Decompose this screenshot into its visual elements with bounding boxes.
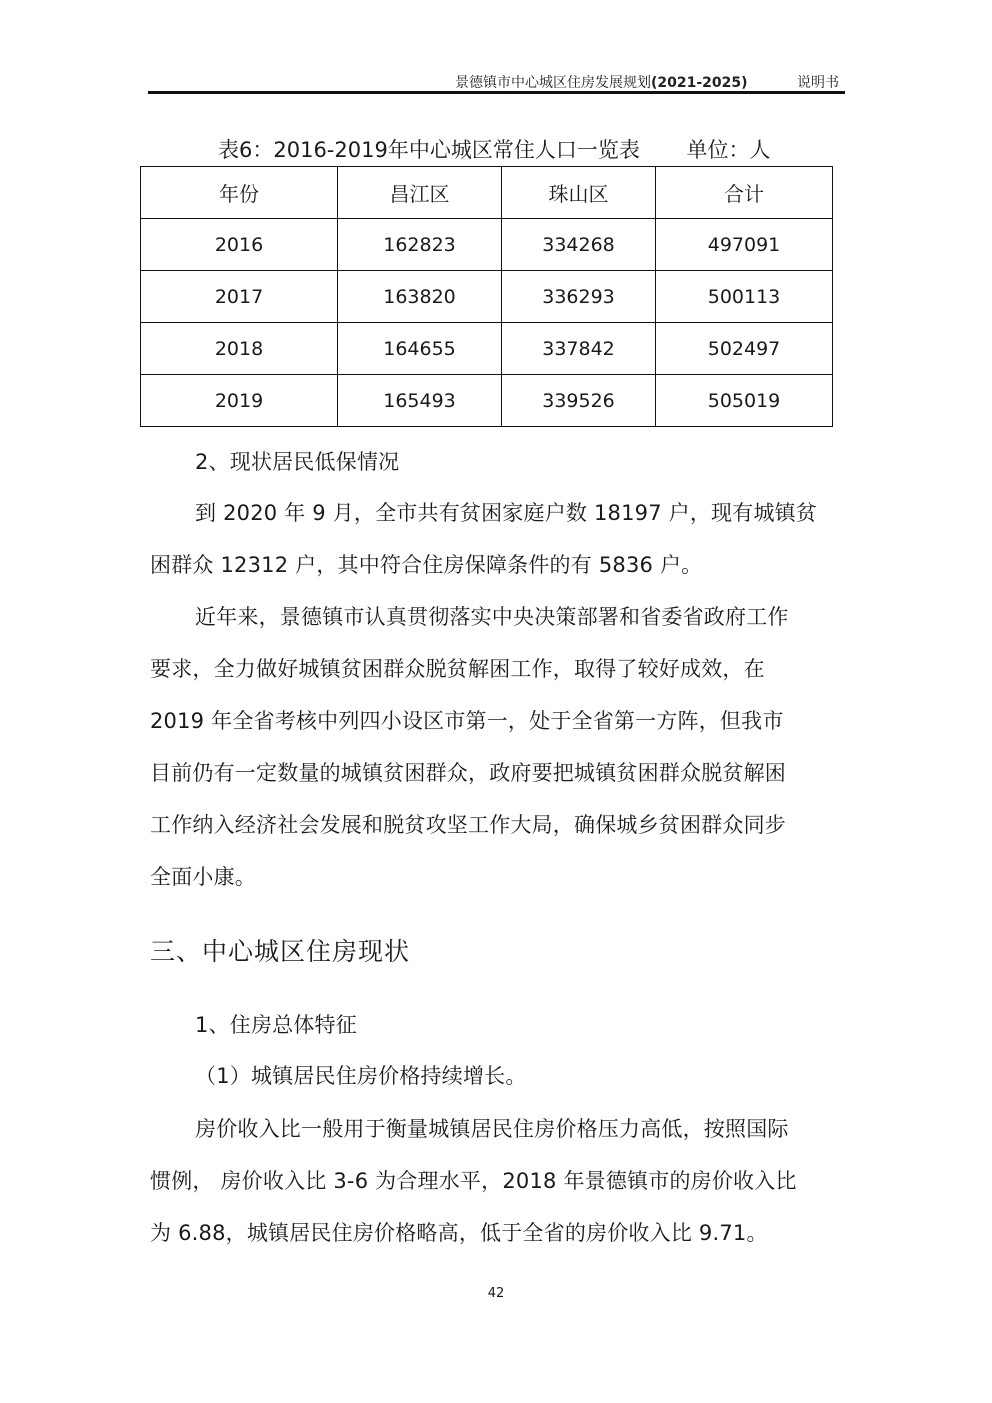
subsection-heading: 1、住房总体特征 — [195, 1013, 357, 1037]
table-row — [141, 271, 833, 323]
population-table — [140, 166, 833, 427]
table-row — [141, 219, 833, 271]
table-cell: 162823 — [338, 219, 502, 271]
paragraph-line: 工作纳入经济社会发展和脱贫攻坚工作大局，确保城乡贫困群众同步 — [150, 813, 786, 837]
table-cell: 2018 — [141, 323, 338, 375]
table-caption: 表6：2016-2019年中心城区常住人口一览表 单位：人 — [218, 138, 771, 162]
table-cell: 165493 — [338, 375, 502, 427]
table-cell: 163820 — [338, 271, 502, 323]
table-row — [141, 375, 833, 427]
chapter-heading-housing-status: 三、中心城区住房现状 — [150, 937, 411, 966]
column-header: 年份 — [141, 167, 338, 219]
table-cell: 339526 — [502, 375, 656, 427]
header-title-years: (2021-2025) — [651, 75, 748, 91]
paragraph-line: 为 6.88，城镇居民住房价格略高，低于全省的房价收入比 9.71。 — [150, 1221, 768, 1245]
table-cell: 2016 — [141, 219, 338, 271]
table-cell: 337842 — [502, 323, 656, 375]
running-header-title — [455, 72, 748, 92]
column-header: 昌江区 — [338, 167, 502, 219]
paragraph-line: 目前仍有一定数量的城镇贫困群众，政府要把城镇贫困群众脱贫解困 — [150, 761, 786, 785]
section-heading-low-income: 2、现状居民低保情况 — [195, 450, 400, 474]
paragraph-line: 房价收入比一般用于衡量城镇居民住房价格压力高低，按照国际 — [195, 1117, 789, 1141]
paragraph-line: 全面小康。 — [150, 865, 256, 889]
table-cell: 497091 — [656, 219, 833, 271]
subsection-heading: （1）城镇居民住房价格持续增长。 — [195, 1064, 527, 1088]
table-cell: 336293 — [502, 271, 656, 323]
table-cell: 2019 — [141, 375, 338, 427]
table-row — [141, 323, 833, 375]
header-title-prefix: 景德镇市中心城区住房发展规划 — [455, 75, 651, 91]
table-cell: 502497 — [656, 323, 833, 375]
table-cell: 334268 — [502, 219, 656, 271]
header-divider — [148, 91, 845, 94]
column-header: 珠山区 — [502, 167, 656, 219]
paragraph-line: 到 2020 年 9 月，全市共有贫困家庭户数 18197 户，现有城镇贫 — [195, 501, 818, 525]
running-header-doc-type: 说明书 — [797, 75, 839, 91]
table-cell: 505019 — [656, 375, 833, 427]
table-header-row — [141, 167, 833, 219]
page-number: 42 — [487, 1286, 505, 1301]
paragraph-line: 要求，全力做好城镇贫困群众脱贫解困工作，取得了较好成效，在 — [150, 657, 765, 681]
paragraph-line: 惯例， 房价收入比 3-6 为合理水平，2018 年景德镇市的房价收入比 — [150, 1169, 797, 1193]
table-cell: 500113 — [656, 271, 833, 323]
paragraph-line: 近年来，景德镇市认真贯彻落实中央决策部署和省委省政府工作 — [195, 605, 789, 629]
paragraph-line: 2019 年全省考核中列四小设区市第一，处于全省第一方阵，但我市 — [150, 709, 784, 733]
table-cell: 2017 — [141, 271, 338, 323]
table-cell: 164655 — [338, 323, 502, 375]
column-header: 合计 — [656, 167, 833, 219]
paragraph-line: 困群众 12312 户，其中符合住房保障条件的有 5836 户。 — [150, 553, 703, 577]
